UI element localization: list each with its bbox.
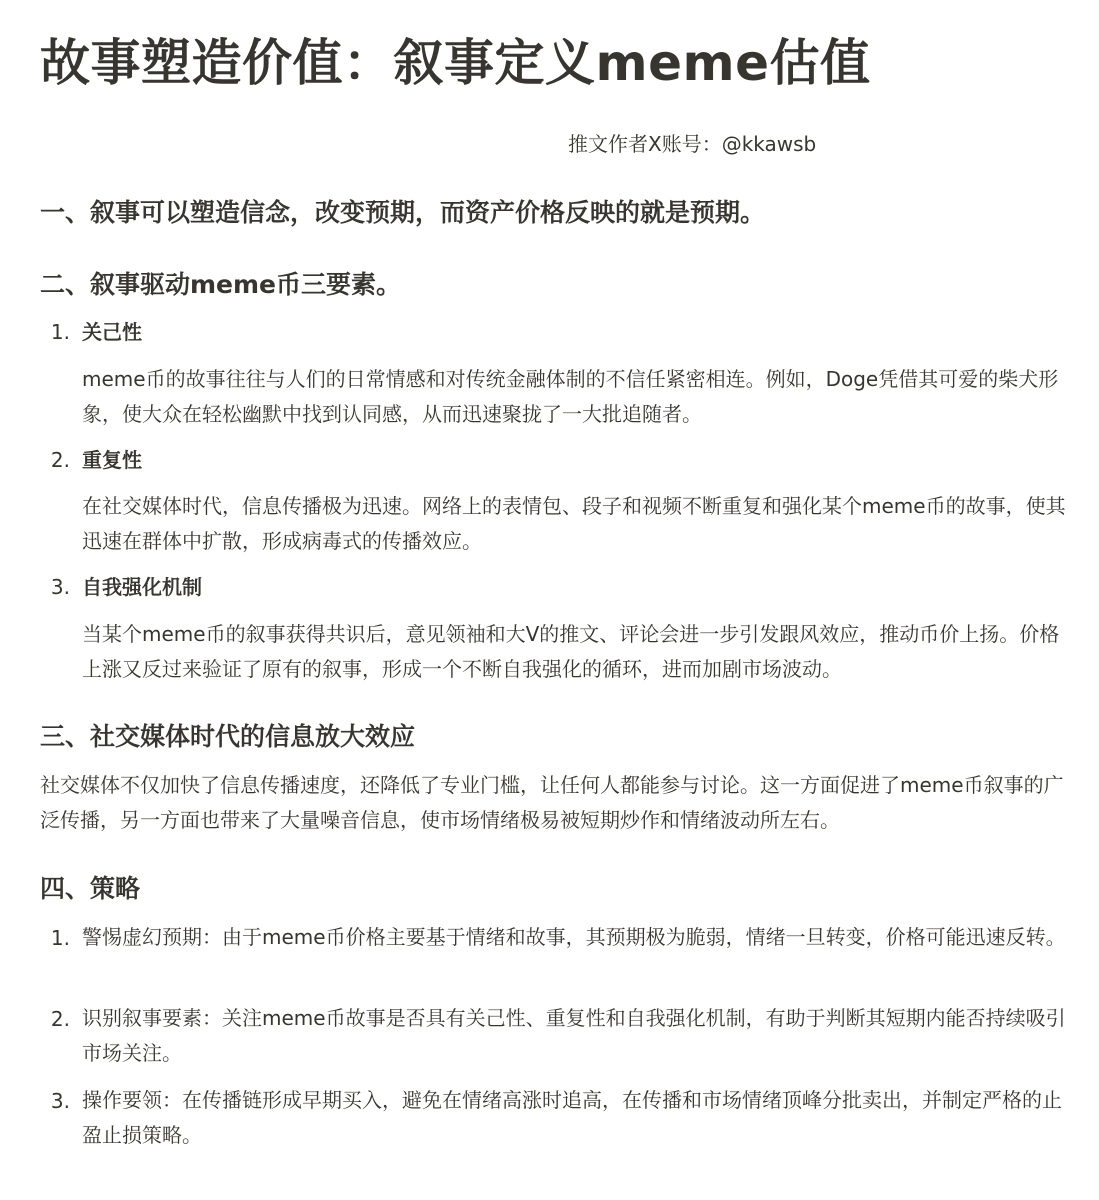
section-3-paragraph: 社交媒体不仅加快了信息传播速度，还降低了专业门槛，让任何人都能参与讨论。这一方面促进了meme币叙事的广泛传播，另一方面也带来了大量噪音信息，使市场情绪极易被短期炒作和情绪波动所左右。: [40, 773, 1064, 832]
list-item-title: 关己性: [82, 320, 142, 344]
section-4-heading: 四、策略: [40, 874, 141, 903]
list-item-title: 重复性: [82, 448, 142, 472]
list-item-text: 在社交媒体时代，信息传播极为迅速。网络上的表情包、段子和视频不断重复和强化某个meme币的故事，使其迅速在群体中扩散，形成病毒式的传播效应。: [82, 494, 1066, 553]
section-3-heading: 三、社交媒体时代的信息放大效应: [40, 722, 416, 751]
list-item-number: 1.: [50, 320, 70, 344]
list-item-number: 3.: [50, 575, 70, 599]
list-item-text: 操作要领：在传播链形成早期买入，避免在情绪高涨时追高，在传播和市场情绪顶峰分批卖出，并制定严格的止盈止损策略。: [82, 1088, 1062, 1147]
list-item-number: 3.: [50, 1089, 70, 1113]
author-line: 推文作者X账号：@kkawsb: [568, 132, 817, 156]
list-item-number: 2.: [50, 1007, 70, 1031]
list-item-text: meme币的故事往往与人们的日常情感和对传统金融体制的不信任紧密相连。例如，Doge凭借其可爱的柴犬形象，使大众在轻松幽默中找到认同感，从而迅速聚拢了一大批追随者。: [82, 367, 1059, 426]
list-item-number: 2.: [50, 448, 70, 472]
page-title: 故事塑造价值：叙事定义meme估值: [40, 34, 871, 92]
list-item-text: 识别叙事要素：关注meme币故事是否具有关己性、重复性和自我强化机制，有助于判断其短期内能否持续吸引市场关注。: [82, 1006, 1066, 1065]
list-item-number: 1.: [50, 926, 70, 950]
section-1-heading: 一、叙事可以塑造信念，改变预期，而资产价格反映的就是预期。: [40, 198, 766, 227]
section-2-heading: 二、叙事驱动meme币三要素。: [40, 270, 402, 299]
list-item-title: 自我强化机制: [82, 575, 202, 599]
list-item-text: 当某个meme币的叙事获得共识后，意见领袖和大V的推文、评论会进一步引发跟风效应，推动币价上扬。价格上涨又反过来验证了原有的叙事，形成一个不断自我强化的循环，进而加剧市场波动。: [82, 622, 1060, 681]
list-item-text: 警惕虚幻预期：由于meme币价格主要基于情绪和故事，其预期极为脆弱，情绪一旦转变，价格可能迅速反转。: [82, 925, 1066, 949]
